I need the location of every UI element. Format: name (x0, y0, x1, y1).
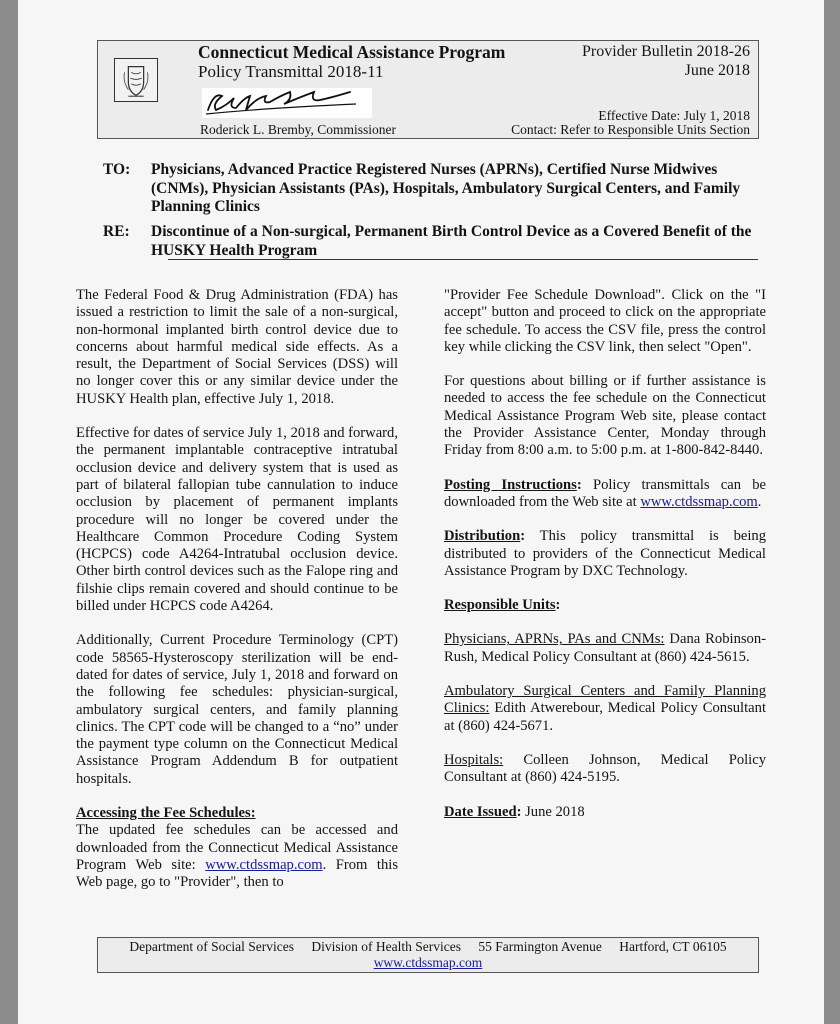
footer-city: Hartford, CT 06105 (619, 939, 727, 954)
responsible-units-heading: Responsible Units (444, 597, 556, 614)
state-seal-icon (114, 58, 158, 102)
footer-street: 55 Farmington Avenue (478, 939, 602, 954)
date-issued: Date Issued: June 2018 (444, 803, 585, 820)
paragraph-download-steps: "Provider Fee Schedule Download". Click on the "I accept" button and proceed to click on the appropriate fee schedule. To access the CSV file, press the control key while clicking the CSV link, then select "Open". (444, 287, 766, 355)
issued-text: June 2018 (521, 803, 585, 820)
program-name: Connecticut Medical Assistance Program (198, 42, 506, 62)
issued-label: Date Issued (444, 803, 517, 820)
unit-physicians (444, 631, 766, 666)
document-page (18, 0, 824, 1024)
paragraph-cpt-code: Additionally, Current Procedure Terminology (CPT) code 58565-Hysteroscopy sterilization will be end-dated for dates of service, July 1, 2018 and forward on the following fee schedules: physician-surgical, ambulatory surgical centers, and family planning clinics. The CPT code will be changed to a “no” under the payment type column on the Connecticut Medical Assistance Program Addendum B for outpatient hospitals. (76, 632, 398, 787)
footer-division: Division of Health Services (311, 939, 461, 954)
footer-address (98, 939, 758, 955)
commissioner-name: Roderick L. Bremby, Commissioner (200, 122, 396, 137)
bulletin-header (97, 40, 759, 139)
fee-schedule-text-b: . From this Web page, go to "Provider", then to (76, 856, 398, 891)
unit3-text: Colleen Johnson, Medical Policy Consultant at (860) 424-5195. (444, 751, 766, 786)
transmittal-number: Policy Transmittal 2018-11 (198, 62, 384, 81)
posting-instructions: Posting Instructions: Policy transmittals can be downloaded from the Web site at www.ctdssmap.com. (444, 476, 767, 510)
distribution: Distribution: This policy transmittal is being distributed to providers of the Connecticut Medical Assistance Program by DXC Technology. (444, 528, 766, 579)
paragraph-billing-questions: For questions about billing or if further assistance is needed to access the fee schedule on the Connecticut Medical Assistance Program Web site, please contact the Provider Assistance Center, Monday through Friday from 8:00 a.m. to 5:00 p.m. at 1-800-842-8440. (444, 373, 766, 459)
re-label: RE: (103, 223, 130, 240)
posting-label: Posting Instructions (444, 476, 577, 493)
fee-schedule-text-a: The updated fee schedules can be accessed and downloaded from the Connecticut Medical Assistance Program Web site: (76, 822, 398, 873)
bulletin-date: June 2018 (684, 62, 750, 79)
footer-link[interactable]: www.ctdssmap.com (373, 955, 483, 970)
website-link[interactable]: www.ctdssmap.com (205, 856, 323, 873)
unit2-label: Ambulatory Surgical Centers and Family Planning Clinics: (444, 683, 766, 717)
divider (168, 259, 758, 260)
right-column (444, 287, 766, 838)
posting-link[interactable]: www.ctdssmap.com (640, 493, 758, 510)
unit-ambulatory (444, 683, 766, 735)
distribution-label: Distribution (444, 528, 521, 545)
footer (97, 937, 759, 973)
left-column (76, 287, 398, 892)
posting-text: Policy transmittals can be downloaded from the Web site at (444, 476, 767, 510)
unit2-text: Edith Atwerebour, Medical Policy Consultant at (860) 424-5671. (444, 700, 766, 734)
re-subject: Discontinue of a Non-surgical, Permanent Birth Control Device as a Covered Benefit of the HUSKY Health Program (151, 223, 752, 259)
unit1-text: Dana Robinson-Rush, Medical Policy Consultant at (860) 424-5615. (444, 631, 766, 665)
distribution-text: This policy transmittal is being distributed to providers of the Connecticut Medical Assistance Program by DXC Technology. (444, 528, 766, 579)
paragraph-fda-restriction: The Federal Food & Drug Administration (FDA) has issued a restriction to limit the sale of a non-surgical, non-hormonal implanted birth control device due to concerns about harmful medical side effects. As a result, the Department of Social Services (DSS) will no longer cover this or any similar device under the HUSKY Health plan, effective July 1, 2018. (76, 287, 398, 407)
responsible-units-heading-para: Responsible Units: (444, 597, 561, 614)
signature-icon (202, 88, 372, 118)
unit1-label: Physicians, APRNs, PAs and CNMs: (444, 631, 665, 648)
unit3-label: Hospitals: (444, 751, 504, 768)
contact-note: Contact: Refer to Responsible Units Section (511, 122, 750, 137)
footer-dept: Department of Social Services (129, 939, 294, 954)
effective-date: Effective Date: July 1, 2018 (598, 108, 750, 123)
to-label: TO: (103, 161, 131, 178)
to-recipients: Physicians, Advanced Practice Registered Nurses (APRNs), Certified Nurse Midwives (CNMs), Physician Assistants (PAs), Hospitals, Ambulatory Surgical Centers, and Family Planning Clinics (151, 161, 741, 215)
paragraph-effective-dates: Effective for dates of service July 1, 2018 and forward, the permanent implantable contraceptive intratubal occlusion device and delivery system that is used as part of bilateral fallopian tube cannulation to induce occlusion by placement of permanent implants procedure will no longer be covered under the Healthcare Common Procedure Coding System (HCPCS) code A4264-Intratubal occlusion device. Other birth control devices such as the Falope ring and filshie clips remain covered and should continue to be billed under HCPCS code A4264. (76, 425, 398, 615)
fee-schedule-heading: Accessing the Fee Schedules: (76, 805, 256, 822)
fee-schedule-section (76, 805, 398, 891)
unit-hospitals (444, 752, 766, 787)
bulletin-number: Provider Bulletin 2018-26 (582, 43, 750, 60)
